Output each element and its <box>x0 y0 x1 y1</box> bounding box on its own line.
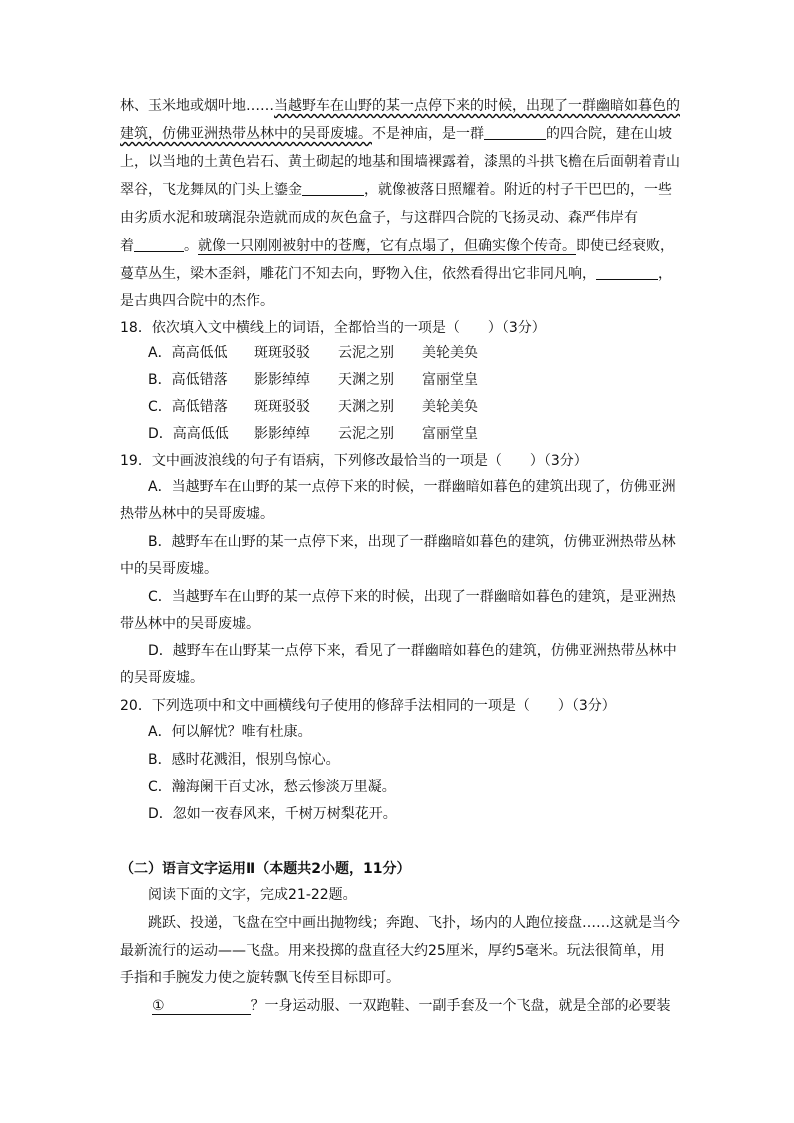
blank-3 <box>134 237 184 252</box>
q20-option-b: B．感时花溅泪，恨别鸟惊心。 <box>148 752 340 768</box>
q19-option-a: A．当越野车在山野的某一点停下来的时候，一群幽暗如暮色的建筑出现了，仿佛亚洲 <box>148 479 676 495</box>
passage-line-8: 是古典四合院中的杰作。 <box>120 293 274 309</box>
section-heading: （二）语言文字运用Ⅱ（本题共2小题，11分） <box>120 861 411 877</box>
section-paragraph-line-1: 跳跃、投递，飞盘在空中画出抛物线；奔跑、飞扑，场内的人跑位接盘……这就是当今 <box>148 915 680 931</box>
q18-option-d: D．高高低低 影影绰绰 云泥之别 富丽堂皇 <box>148 426 478 442</box>
q19-option-c-cont: 带丛林中的吴哥废墟。 <box>120 616 260 632</box>
section-paragraph-line-4: ① ？一身运动服、一双跑鞋、一副手套及一个飞盘，就是全部的必要装 <box>152 998 671 1014</box>
underlined-sentence: 就像一只刚刚被射中的苍鹰，它有点塌了，但确实像个传奇。 <box>198 238 576 254</box>
wavy-sentence-cont: 建筑，仿佛亚洲热带丛林中的吴哥废墟。 <box>120 126 372 142</box>
blank-numbered: ① <box>152 998 251 1015</box>
wavy-sentence: 当越野车在山野的某一点停下来的时候，出现了一群幽暗如暮色的 <box>274 98 680 114</box>
passage-line-7: 蔓草丛生，梁木歪斜，雕花门不知去向，野物入住，依然看得出它非同凡响， ， <box>120 266 672 282</box>
section-paragraph-line-3: 手指和手腕发力使之旋转飘飞传至目标即可。 <box>120 970 400 986</box>
q19-option-b-cont: 中的吴哥废墟。 <box>120 561 218 577</box>
q18-option-b: B．高低错落 影影绰绰 天渊之别 富丽堂皇 <box>148 372 478 388</box>
passage-line-1: 林、玉米地或烟叶地……当越野车在山野的某一点停下来的时候，出现了一群幽暗如暮色的 <box>120 98 680 114</box>
q20-option-a: A．何以解忧？唯有杜康。 <box>148 724 312 740</box>
passage-line-6: 着 。就像一只刚刚被射中的苍鹰，它有点塌了，但确实像个传奇。即使已经衰败， <box>120 238 674 254</box>
section-intro: 阅读下面的文字，完成21-22题。 <box>148 887 357 903</box>
blank-2 <box>302 181 364 196</box>
blank-4 <box>596 265 658 280</box>
q18-stem: 18．依次填入文中横线上的词语，全都恰当的一项是（ ）（3分） <box>120 320 546 336</box>
q19-option-a-cont: 热带丛林中的吴哥废墟。 <box>120 506 274 522</box>
q19-option-b: B．越野车在山野的某一点停下来，出现了一群幽暗如暮色的建筑，仿佛亚洲热带丛林 <box>148 534 676 550</box>
passage-line-3: 上，以当地的土黄色岩石、黄土砌起的地基和围墙裸露着，漆黑的斗拱飞檐在后面朝着青山 <box>120 154 680 170</box>
q19-option-d-cont: 的吴哥废墟。 <box>120 670 204 686</box>
passage-line-5: 由劣质水泥和玻璃混杂造就而成的灰色盒子，与这群四合院的飞扬灵动、森严伟岸有 <box>120 210 638 226</box>
q19-stem: 19．文中画波浪线的句子有语病，下列修改最恰当的一项是（ ）（3分） <box>120 453 588 469</box>
blank-1 <box>484 125 546 140</box>
q18-option-a: A．高高低低 斑斑驳驳 云泥之别 美轮美奂 <box>148 345 478 361</box>
passage-line-4: 翠谷，飞龙舞凤的门头上鎏金 ，就像被落日照耀着。附近的村子干巴巴的，一些 <box>120 182 672 198</box>
section-paragraph-line-2: 最新流行的运动——飞盘。用来投掷的盘直径大约25厘米，厚约5毫米。玩法很简单，用 <box>120 943 665 959</box>
q19-option-d: D．越野车在山野某一点停下来，看见了一群幽暗如暮色的建筑，仿佛亚洲热带丛林中 <box>148 643 677 659</box>
passage-line-2: 建筑，仿佛亚洲热带丛林中的吴哥废墟。不是神庙，是一群 的四合院，建在山坡 <box>120 126 672 142</box>
q20-option-c: C．瀚海阑干百丈冰，愁云惨淡万里凝。 <box>148 779 396 795</box>
q20-option-d: D．忽如一夜春风来，千树万树梨花开。 <box>148 806 397 822</box>
q20-stem: 20．下列选项中和文中画横线句子使用的修辞手法相同的一项是（ ）（3分） <box>120 698 616 714</box>
q19-option-c: C．当越野车在山野的某一点停下来的时候，出现了一群幽暗如暮色的建筑，是亚洲热 <box>148 589 676 605</box>
q18-option-c: C．高低错落 斑斑驳驳 天渊之别 美轮美奂 <box>148 399 478 415</box>
